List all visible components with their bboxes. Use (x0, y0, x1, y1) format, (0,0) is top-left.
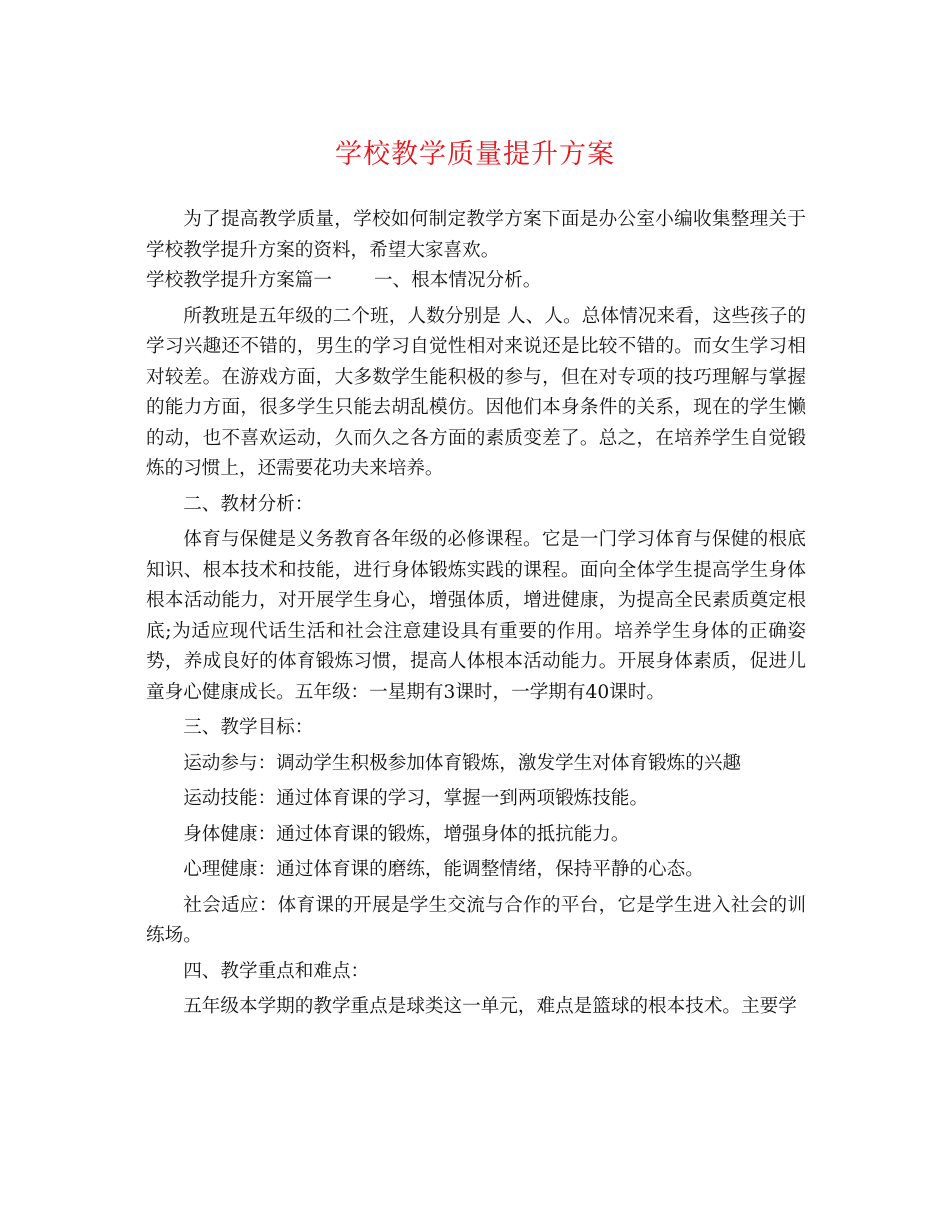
document-title: 学校教学质量提升方案 (335, 139, 615, 170)
goal-item: 运动技能：通过体育课的学习，掌握一到两项锻炼技能。 (183, 788, 649, 809)
article-label: 学校教学提升方案篇一 (146, 270, 332, 291)
section2-heading: 二、教材分析： (183, 493, 314, 515)
section1-heading: 一、根本情况分析。 (373, 270, 542, 291)
goal-item: 社会适应：体育课的开展是学生交流与合作的平台，它是学生进入社会的训练场。 (146, 894, 806, 946)
section3-heading: 三、教学目标： (183, 717, 314, 738)
document-body (146, 205, 806, 1023)
goal-item: 身体健康：通过体育课的锻炼，增强身体的抵抗能力。 (183, 823, 630, 845)
section2-paragraph: 体育与保健是义务教育各年级的必修课程。它是一门学习体育与保健的根底知识、根本技术和技能，进行身体锻炼实践的课程。面向全体学生提高学生身体根本活动能力，对开展学生身心，增强体质，增进健康，为提高全民素质奠定根底;为适应现代话生活和社会注意建设具有重要的作用。培养学生身体的正确姿势，养成良好的体育锻炼习惯，提高人体根本活动能力。开展身体素质，促进儿童身心健康成长。五年级：一星期有3课时，一学期有40课时。 (146, 529, 806, 703)
article-heading-line (146, 266, 806, 297)
goal-item: 运动参与：调动学生积极参加体育锻炼，激发学生对体育锻炼的兴趣 (183, 752, 742, 774)
section4-heading: 四、教学重点和难点： (183, 960, 370, 982)
section1-paragraph: 所教班是五年级的二个班，人数分别是 人、人。总体情况来看，这些孩子的学习兴趣还不错的，男生的学习自觉性相对来说还是比较不错的。而女生学习相对较差。在游戏方面，大多数学生能积极的参与，但在对专项的技巧理解与掌握的能力方面，很多学生只能去胡乱模仿。因他们本身条件的关系，现在的学生懒的动，也不喜欢运动，久而久之各方面的素质变差了。总之，在培养学生自觉锻炼的习惯上，还需要花功夫来培养。 (146, 305, 806, 479)
intro-paragraph: 为了提高教学质量，学校如何制定教学方案下面是办公室小编收集整理关于学校教学提升方案的资料，希望大家喜欢。 (146, 209, 806, 261)
goal-item: 心理健康：通过体育课的磨练，能调整情绪，保持平静的心态。 (183, 859, 704, 880)
section4-paragraph: 五年级本学期的教学重点是球类这一单元，难点是篮球的根本技术。主要学 (183, 996, 797, 1017)
